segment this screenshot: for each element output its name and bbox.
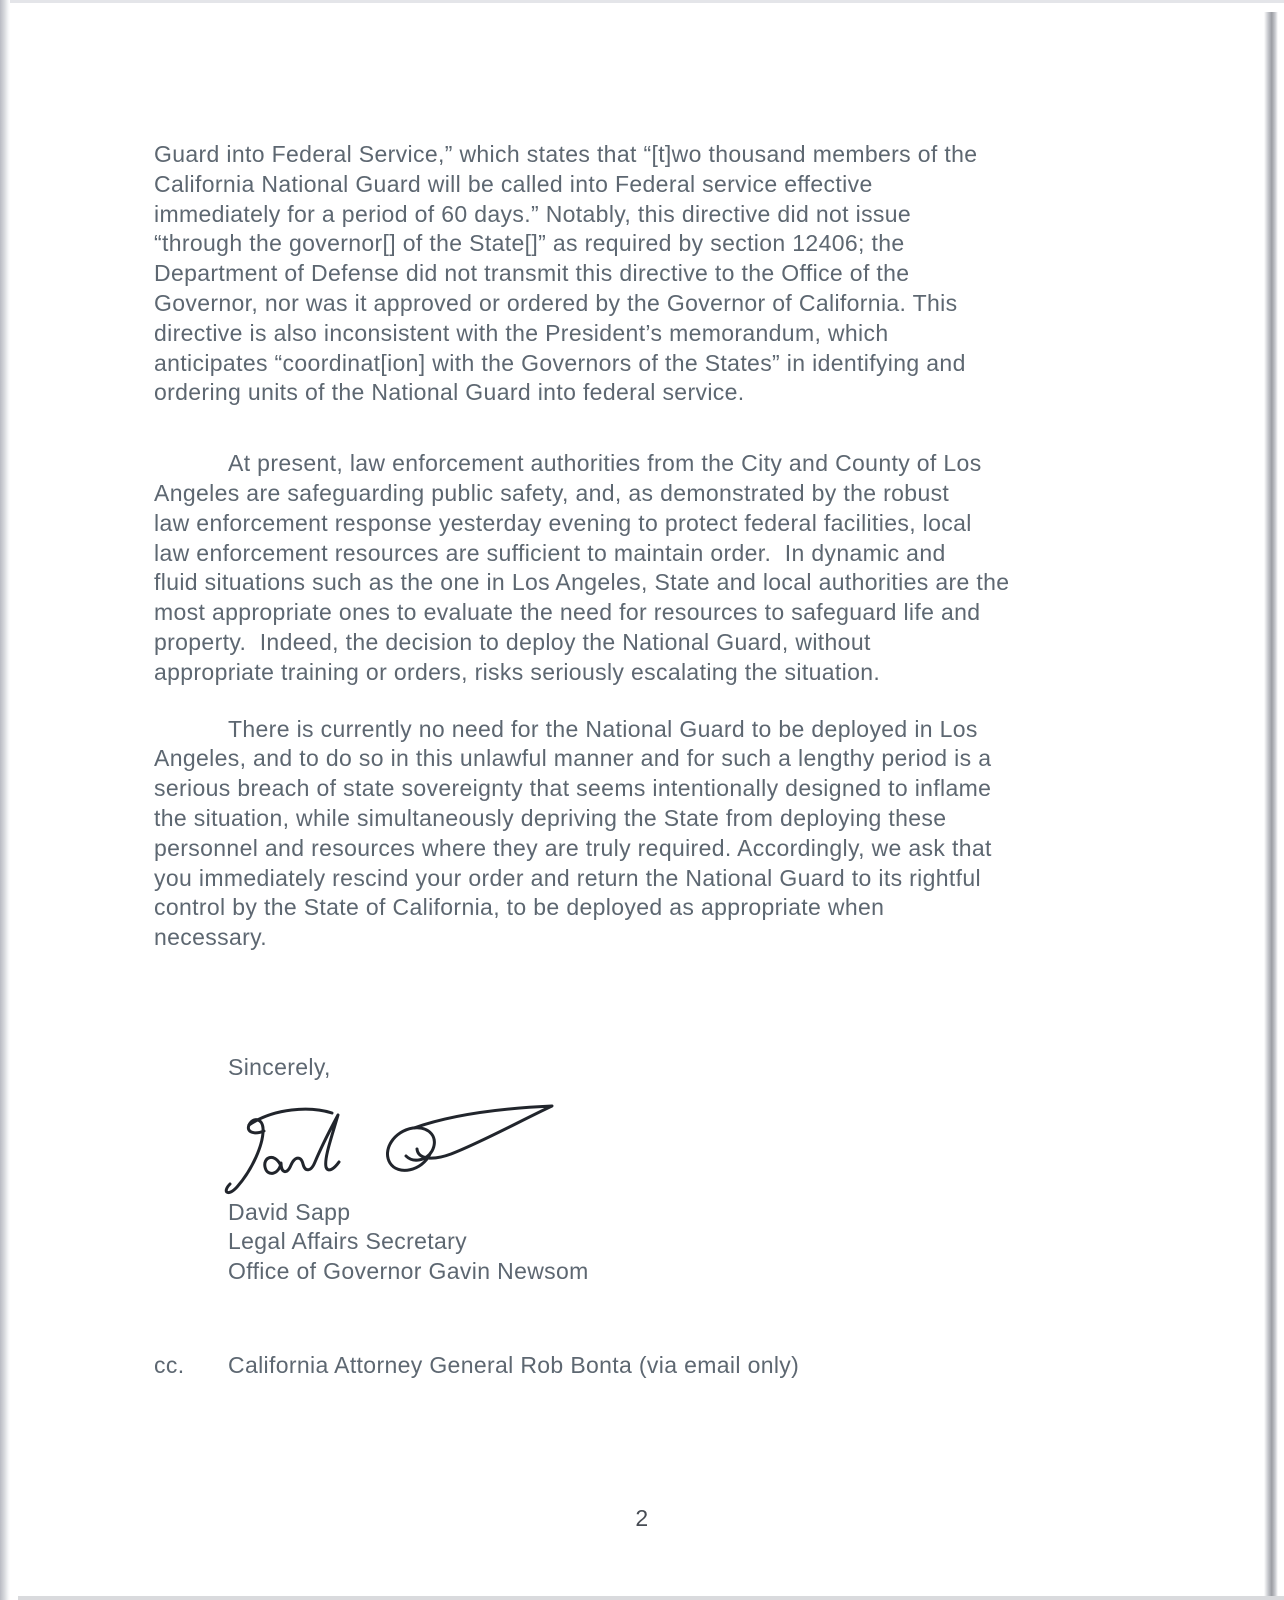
cc-text: California Attorney General Rob Bonta (via email only)	[228, 1352, 800, 1378]
paragraph-line: Governor, nor was it approved or ordered by the Governor of California. This	[154, 289, 958, 316]
paragraph-line: law enforcement response yesterday evening to protect federal facilities, local	[154, 509, 972, 536]
letter-paragraphs	[154, 140, 1144, 953]
paragraph-line: Guard into Federal Service,” which states that “[t]wo thousand members of the	[154, 141, 978, 167]
paragraph-line: Angeles are safeguarding public safety, and, as demonstrated by the robust	[154, 479, 950, 506]
paragraph-line: property. Indeed, the decision to deploy the National Guard, without	[154, 628, 871, 655]
scan-edge-right	[1264, 12, 1278, 1600]
signature	[218, 1100, 570, 1200]
paragraph	[154, 140, 1144, 408]
paragraph-line: anticipates “coordinat[ion] with the Governors of the States” in identifying and	[154, 349, 966, 376]
paragraph-line: most appropriate ones to evaluate the need for resources to safeguard life and	[154, 599, 981, 626]
signature-title: Legal Affairs Secretary	[228, 1228, 468, 1255]
paragraph-line: appropriate training or orders, risks seriously escalating the situation.	[154, 658, 881, 685]
page-number: 2	[635, 1505, 649, 1531]
signature-name: David Sapp	[228, 1199, 351, 1225]
signature-block	[228, 1198, 589, 1286]
paragraph-line: you immediately rescind your order and return the National Guard to its rightful	[154, 864, 982, 891]
paragraph-line: control by the State of California, to be deployed as appropriate when	[154, 894, 885, 921]
paragraph-line: directive is also inconsistent with the President’s memorandum, which	[154, 319, 889, 346]
paragraph-line: personnel and resources where they are truly required. Accordingly, we ask that	[154, 834, 992, 861]
paragraph-line: There is currently no need for the National Guard to be deployed in Los	[228, 715, 978, 742]
paragraph-line: Angeles, and to do so in this unlawful manner and for such a lengthy period is a	[154, 745, 992, 772]
scan-edge-left	[0, 0, 10, 1600]
paragraph	[154, 715, 1144, 953]
paragraph-line: law enforcement resources are sufficient to maintain order. In dynamic and	[154, 539, 946, 566]
scan-edge-top	[0, 0, 1284, 3]
paragraph-line: immediately for a period of 60 days.” Notably, this directive did not issue	[154, 200, 912, 227]
signature-org: Office of Governor Gavin Newsom	[228, 1257, 589, 1284]
paragraph-line: “through the governor[] of the State[]” as required by section 12406; the	[154, 230, 905, 257]
cc-label: cc.	[154, 1352, 185, 1378]
paragraph	[154, 449, 1144, 687]
closing: Sincerely,	[228, 1054, 331, 1080]
paragraph-line: California National Guard will be called into Federal service effective	[154, 170, 873, 197]
paragraph-line: necessary.	[154, 924, 268, 951]
paragraph-line: ordering units of the National Guard into federal service.	[154, 379, 745, 406]
paragraph-line: At present, law enforcement authorities from the City and County of Los	[228, 450, 982, 477]
paragraph-line: fluid situations such as the one in Los Angeles, State and local authorities are the	[154, 569, 1010, 596]
paragraph-line: serious breach of state sovereignty that seems intentionally designed to inflame	[154, 775, 992, 802]
paragraph-line: Department of Defense did not transmit this directive to the Office of the	[154, 260, 910, 287]
paragraph-line: the situation, while simultaneously depriving the State from deploying these	[154, 804, 947, 831]
scan-edge-bottom	[18, 1596, 1284, 1600]
